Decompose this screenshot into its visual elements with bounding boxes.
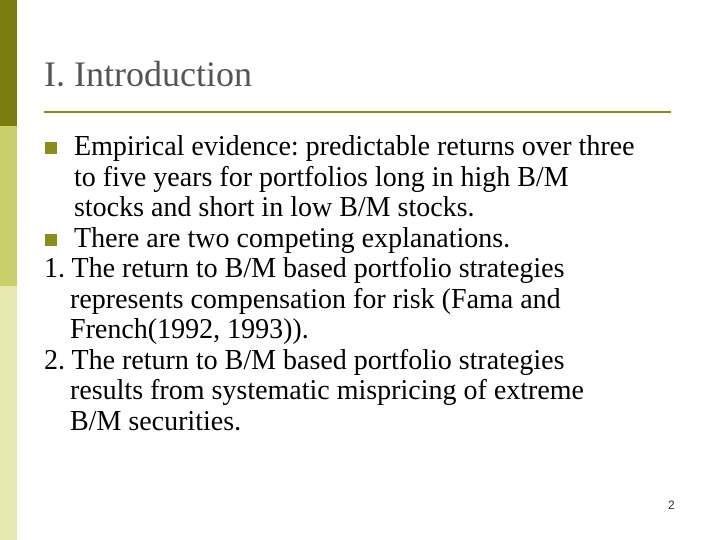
numbered-text-line: represents compensation for risk (Fama and	[70, 283, 561, 315]
sidebar-accent-dark	[0, 0, 17, 126]
bullet-text-line: stocks and short in low B/M stocks.	[74, 192, 475, 223]
numbered-text-line: 1. The return to B/M based portfolio strategies	[44, 253, 565, 284]
numbered-text-line: results from systematic mispricing of extreme	[70, 375, 584, 406]
bullet-text-line: There are two competing explanations.	[74, 222, 511, 254]
numbered-text-line: B/M securities.	[70, 405, 242, 437]
bullet-text-line: Empirical evidence: predictable returns over three	[74, 131, 635, 162]
numbered-item-mispricing	[44, 346, 694, 438]
slide-page-number: 2	[668, 498, 675, 512]
bullet-item-empirical-evidence	[44, 132, 694, 224]
slide-body	[44, 132, 694, 437]
sidebar-accent-light	[0, 126, 17, 286]
slide-title: I. Introduction	[44, 54, 252, 94]
sidebar-accent-pale	[0, 286, 17, 540]
bullet-item-competing-explanations	[44, 224, 694, 255]
title-divider	[44, 111, 671, 113]
numbered-text-line: French(1992, 1993)).	[70, 314, 309, 345]
square-bullet-icon	[45, 142, 57, 154]
numbered-text-line: 2. The return to B/M based portfolio strategies	[44, 344, 565, 376]
bullet-text-line: to five years for portfolios long in high B/M	[74, 161, 569, 193]
square-bullet-icon	[45, 234, 57, 246]
numbered-item-risk	[44, 254, 694, 346]
